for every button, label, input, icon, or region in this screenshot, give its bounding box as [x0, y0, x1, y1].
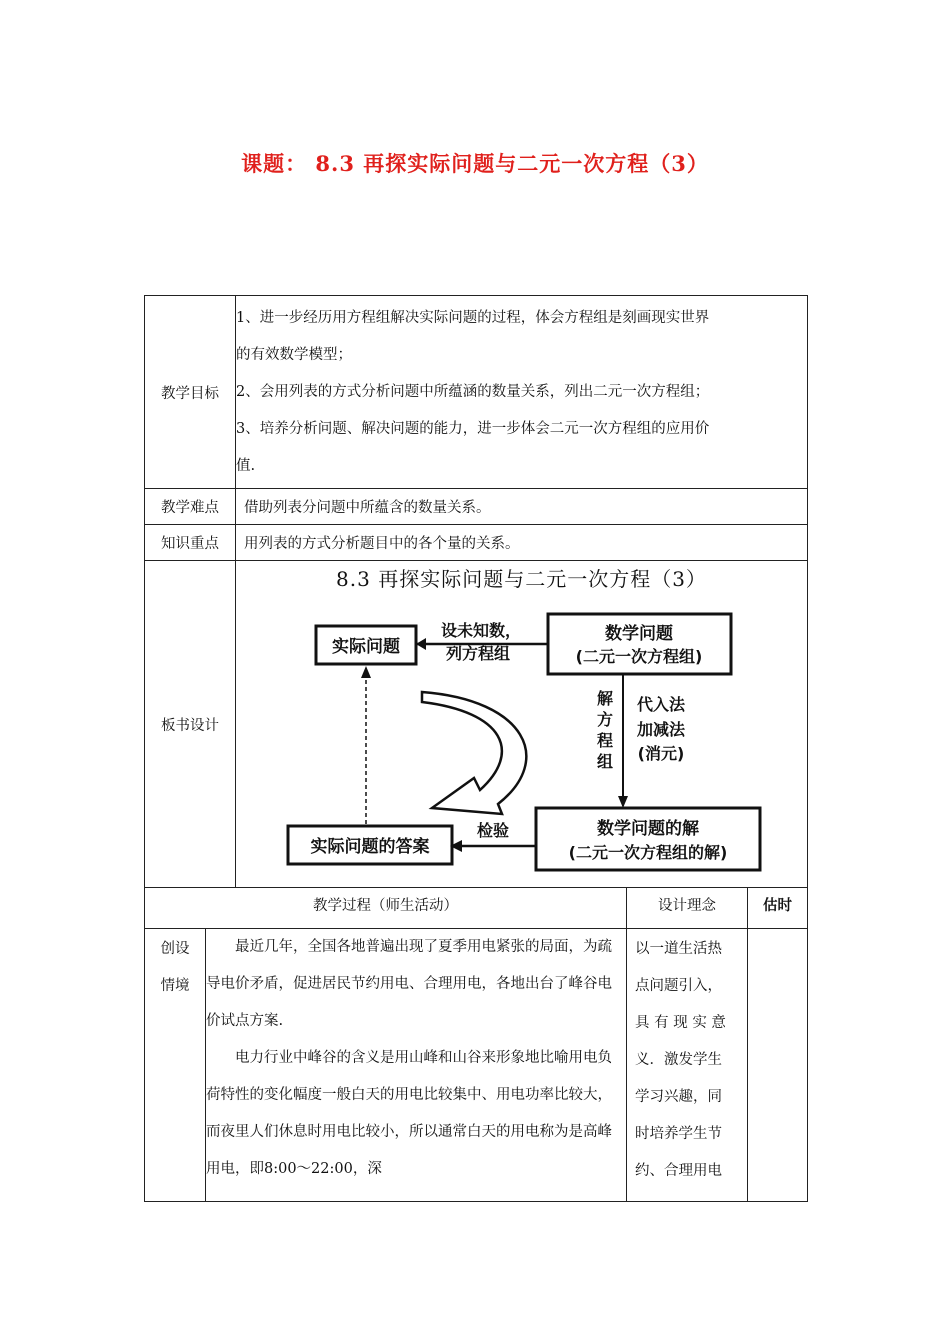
- solve-char: 解: [596, 689, 614, 708]
- box-math-label-1: 数学问题: [605, 624, 673, 644]
- arrow-head: [618, 796, 628, 808]
- design-line: 时培养学生节: [635, 1126, 722, 1142]
- difficulty-text: 借助列表分问题中所蕴含的数量关系。: [236, 489, 808, 525]
- goal-line: 2、会用列表的方式分析问题中所蕴涵的数量关系，列出二元一次方程组；: [236, 383, 710, 400]
- method-3: (消元): [637, 744, 685, 763]
- flowchart: [236, 592, 806, 882]
- design-line: 具 有 现 实 意: [635, 1015, 726, 1031]
- method-1: 代入法: [636, 695, 686, 714]
- goals-label: 教学目标: [145, 296, 236, 489]
- goal-line: 的有效数学模型；: [236, 346, 352, 363]
- box-real-label: 实际问题: [332, 637, 400, 657]
- box-solution-label-1: 数学问题的解: [597, 819, 699, 839]
- arrow-label-1: 设未知数，: [440, 621, 522, 640]
- board-label: 板书设计: [145, 561, 236, 888]
- solve-char: 组: [596, 752, 614, 771]
- design-line: 学习兴趣，同: [635, 1089, 722, 1105]
- box-solution-label-2: (二元一次方程组的解): [568, 843, 728, 862]
- arrow-label-2: 列方程组: [445, 644, 511, 663]
- board-title: 8.3 再探实际问题与二元一次方程（3）: [336, 567, 707, 591]
- goals-content: [236, 296, 808, 489]
- scenario-paragraph: 最近几年，全国各地普遍出现了夏季用电紧张的局面，为疏导电价矛盾，促进居民节约用电、合理用电，各地出台了峰谷电价试点方案.: [206, 939, 612, 1029]
- curved-arrow: [422, 692, 526, 814]
- design-line: 义．激发学生: [635, 1052, 722, 1068]
- method-2: 加减法: [636, 720, 686, 739]
- design-rationale: [627, 929, 748, 1202]
- solve-char: 方: [596, 710, 614, 729]
- row-header: [145, 888, 808, 929]
- header-time: 估时: [748, 888, 808, 929]
- board-diagram: [236, 561, 808, 888]
- page-title: 课题： 8.3 再探实际问题与二元一次方程（3）: [241, 151, 709, 176]
- goal-line: 1、进一步经历用方程组解决实际问题的过程，体会方程组是刻画现实世界: [236, 309, 710, 326]
- box-math-label-2: (二元一次方程组): [575, 647, 703, 666]
- scenario-label: [145, 929, 206, 1202]
- goal-line: 值.: [236, 457, 256, 474]
- check-label: 检验: [476, 821, 510, 840]
- scenario-paragraph: 电力行业中峰谷的含义是用山峰和山谷来形象地比喻用电负荷特性的变化幅度一般白天的用电比较集中、用电功率比较大，而夜里人们休息时用电比较小，所以通常白天的用电称为是高峰用电，即8:00～22:00，深: [206, 1050, 612, 1177]
- row-keypoint: [145, 525, 808, 561]
- row-goals: [145, 296, 808, 489]
- goal-line: 3、培养分析问题、解决问题的能力，进一步体会二元一次方程组的应用价: [236, 420, 710, 437]
- lesson-plan-table: [144, 295, 808, 1202]
- keypoint-label: 知识重点: [145, 525, 236, 561]
- solve-char: 程: [596, 731, 614, 750]
- arrow-head: [361, 666, 371, 678]
- design-line: 约、合理用电: [635, 1163, 722, 1179]
- scenario-label-1: 创设: [160, 941, 190, 957]
- row-board: [145, 561, 808, 888]
- design-line: 以一道生活热: [635, 941, 722, 957]
- scenario-label-2: 情境: [160, 978, 190, 994]
- header-process: 教学过程（师生活动）: [145, 888, 627, 929]
- row-difficulty: [145, 489, 808, 525]
- time-cell: [748, 929, 808, 1202]
- box-answer-label: 实际问题的答案: [310, 837, 430, 857]
- scenario-content: [206, 929, 627, 1202]
- header-design: 设计理念: [627, 888, 748, 929]
- difficulty-label: 教学难点: [145, 489, 236, 525]
- row-scenario: [145, 929, 808, 1202]
- design-line: 点问题引入，: [635, 978, 722, 994]
- keypoint-text: 用列表的方式分析题目中的各个量的关系。: [236, 525, 808, 561]
